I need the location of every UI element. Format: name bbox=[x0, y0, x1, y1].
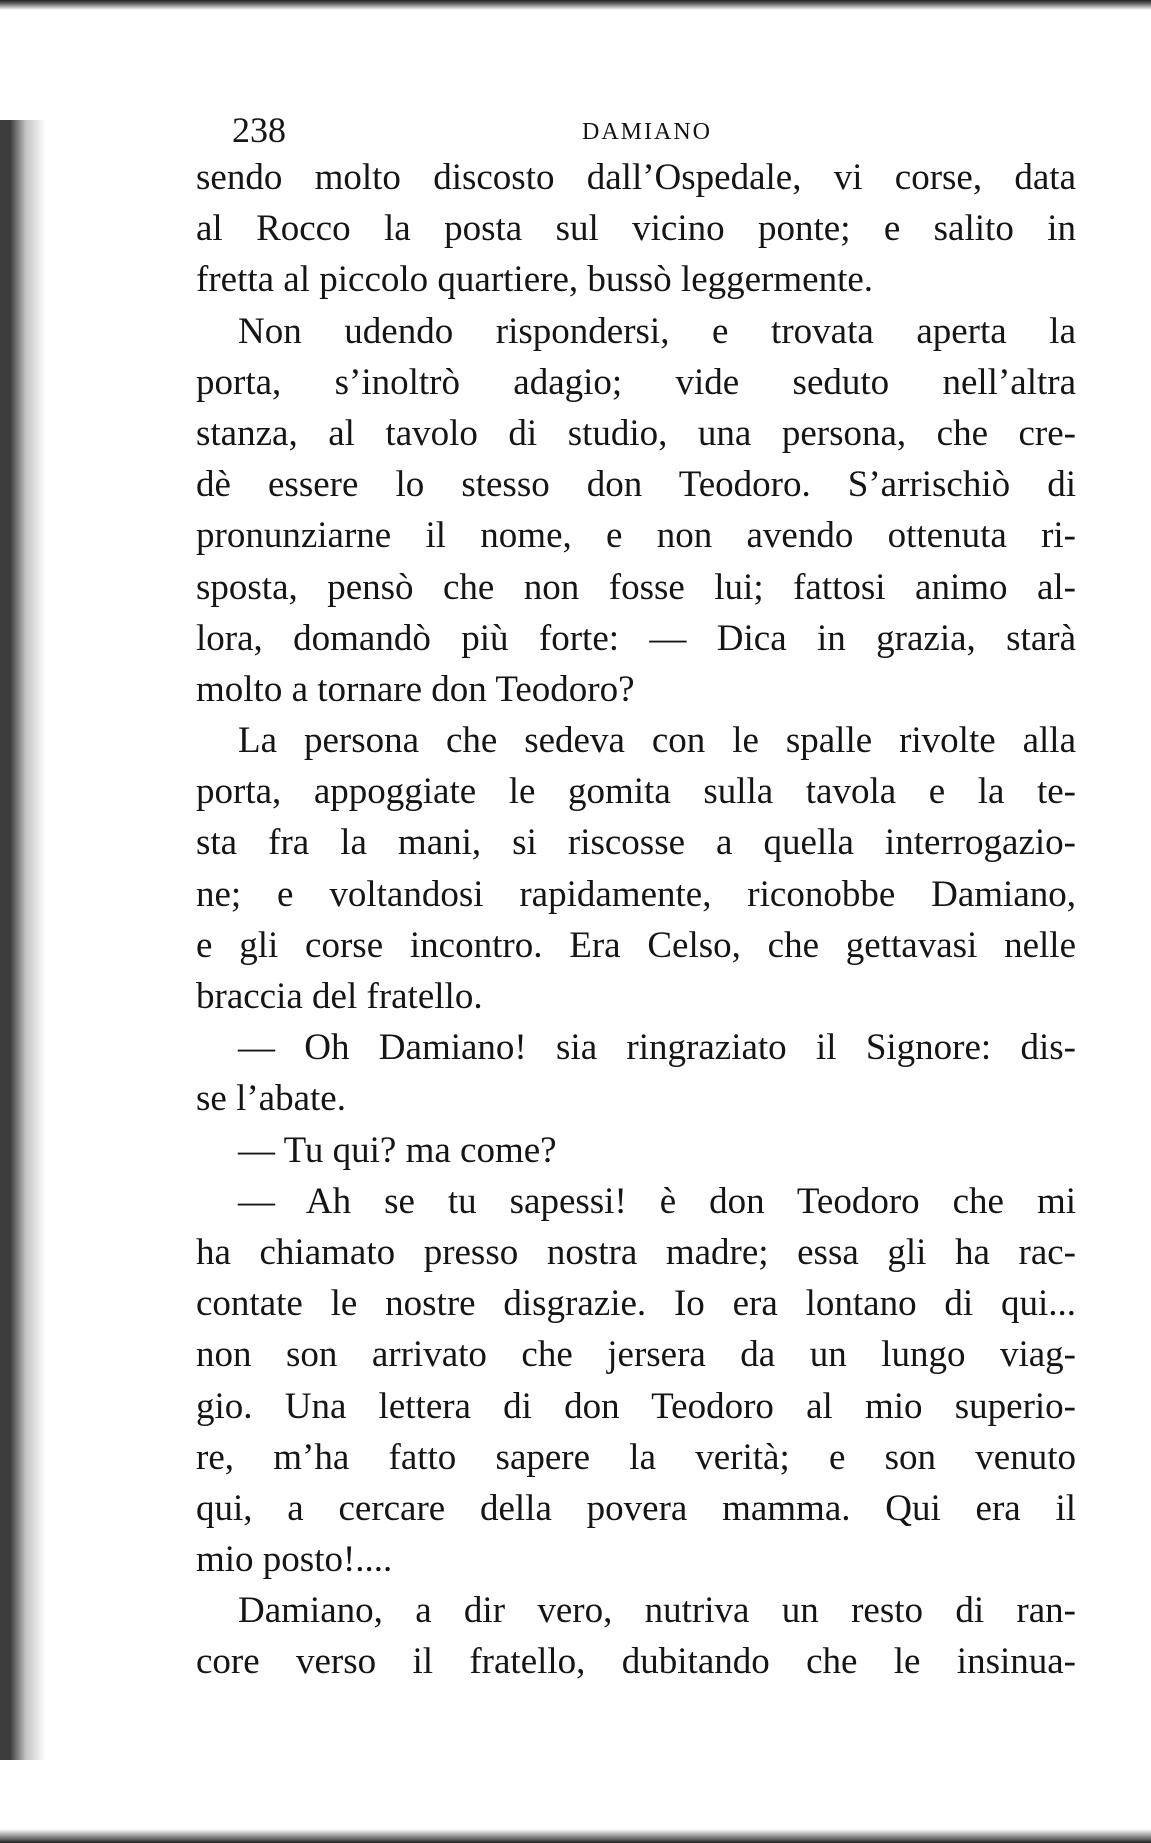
running-title: DAMIANO bbox=[582, 119, 712, 145]
text-line: core verso il fratello, dubitando che le insinua- bbox=[196, 1641, 1076, 1683]
text-line: ha chiamato presso nostra madre; essa gli ha rac- bbox=[196, 1231, 1076, 1273]
text-line: e gli corse incontro. Era Celso, che gettavasi nelle bbox=[196, 924, 1076, 966]
text-line: al Rocco la posta sul vicino ponte; e salito in bbox=[196, 208, 1076, 250]
text-line: qui, a cercare della povera mamma. Qui era il bbox=[196, 1487, 1076, 1529]
text-line: porta, appoggiate le gomita sulla tavola e la te- bbox=[196, 771, 1076, 813]
text-line: se l’abate. bbox=[196, 1078, 346, 1120]
text-line: molto a tornare don Teodoro? bbox=[196, 668, 635, 710]
text-line: gio. Una lettera di don Teodoro al mio superio- bbox=[196, 1385, 1076, 1427]
page-number: 238 bbox=[232, 110, 286, 150]
text-line: — Oh Damiano! sia ringraziato il Signore: dis- bbox=[238, 1027, 1076, 1069]
body-text bbox=[196, 152, 1076, 1688]
text-line: dè essere lo stesso don Teodoro. S’arrischiò di bbox=[196, 464, 1076, 506]
running-head bbox=[232, 108, 1092, 152]
text-line: Non udendo rispondersi, e trovata aperta la bbox=[238, 310, 1076, 352]
text-line: sta fra la mani, si riscosse a quella interrogazio- bbox=[196, 822, 1076, 864]
text-line: La persona che sedeva con le spalle rivolte alla bbox=[238, 720, 1076, 762]
text-line: re, m’ha fatto sapere la verità; e son venuto bbox=[196, 1436, 1076, 1478]
text-line: sposta, pensò che non fosse lui; fattosi animo al- bbox=[196, 566, 1076, 608]
scan-edge-left bbox=[0, 120, 46, 1760]
text-line: braccia del fratello. bbox=[196, 976, 483, 1017]
text-line: lora, domandò più forte: — Dica in grazia, starà bbox=[196, 617, 1076, 659]
text-line: mio posto!.... bbox=[196, 1539, 393, 1581]
text-line: sendo molto discosto dall’Ospedale, vi corse, data bbox=[196, 157, 1076, 198]
text-line: non son arrivato che jersera da un lungo viag- bbox=[196, 1334, 1076, 1376]
text-line: Damiano, a dir vero, nutriva un resto di ran- bbox=[238, 1590, 1076, 1632]
scan-edge-bottom bbox=[0, 1829, 1151, 1843]
text-line: — Ah se tu sapessi! è don Teodoro che mi bbox=[238, 1180, 1076, 1222]
text-line: stanza, al tavolo di studio, una persona, che cre- bbox=[196, 412, 1076, 454]
scan-edge-top bbox=[0, 0, 1151, 10]
text-line: contate le nostre disgrazie. Io era lontano di qui... bbox=[196, 1283, 1076, 1325]
text-line: ne; e voltandosi rapidamente, riconobbe Damiano, bbox=[196, 873, 1076, 915]
text-line: — Tu qui? ma come? bbox=[238, 1129, 557, 1171]
text-line: porta, s’inoltrò adagio; vide seduto nell’altra bbox=[196, 361, 1076, 403]
text-line: pronunziarne il nome, e non avendo ottenuta ri- bbox=[196, 515, 1076, 557]
text-line: fretta al piccolo quartiere, bussò leggermente. bbox=[196, 259, 874, 301]
